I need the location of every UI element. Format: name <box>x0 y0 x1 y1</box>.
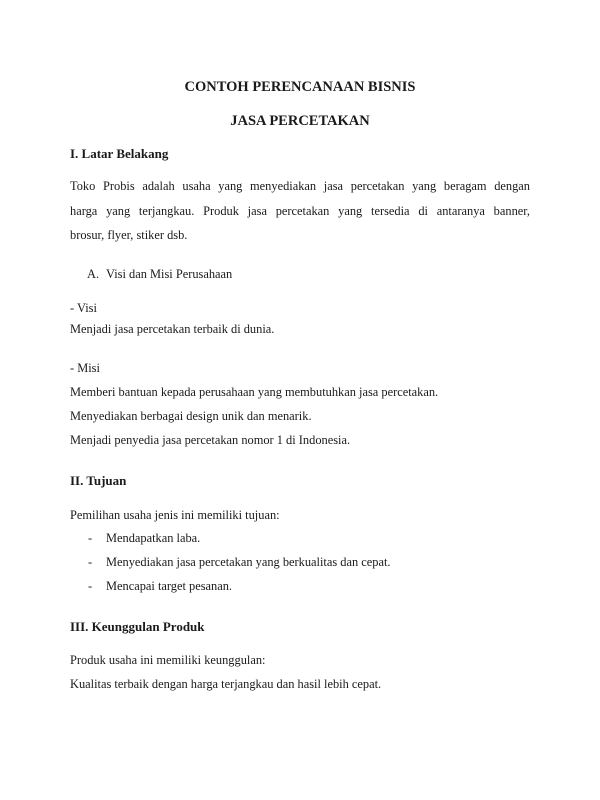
misi-item: Menyediakan berbagai design unik dan menarik. <box>70 409 312 423</box>
visi-text: Menjadi jasa percetakan terbaik di dunia. <box>70 322 275 336</box>
paragraph-line: Toko Probis adalah usaha yang menyediakan jasa percetakan yang beragam dengan <box>70 179 530 193</box>
subsection-title: Visi dan Misi Perusahaan <box>106 267 233 281</box>
list-bullet: - <box>88 555 93 569</box>
section-heading-latar-belakang: I. Latar Belakang <box>70 146 169 161</box>
list-item: Menyediakan jasa percetakan yang berkualitas dan cepat. <box>106 555 391 569</box>
keunggulan-line: Produk usaha ini memiliki keunggulan: <box>70 653 266 667</box>
document-title: CONTOH PERENCANAAN BISNIS <box>184 79 416 95</box>
document-subtitle: JASA PERCETAKAN <box>230 113 370 129</box>
paragraph-line: harga yang terjangkau. Produk jasa percetakan yang tersedia di antaranya banner, <box>70 204 530 218</box>
section-heading-tujuan: II. Tujuan <box>70 473 127 488</box>
list-bullet: - <box>88 579 93 593</box>
paragraph-line: brosur, flyer, stiker dsb. <box>70 228 188 242</box>
keunggulan-line: Kualitas terbaik dengan harga terjangkau dan hasil lebih cepat. <box>70 677 382 691</box>
section-heading-keunggulan: III. Keunggulan Produk <box>70 619 205 634</box>
subsection-marker: A. <box>87 267 100 281</box>
misi-item: Menjadi penyedia jasa percetakan nomor 1 di Indonesia. <box>70 433 351 447</box>
tujuan-intro: Pemilihan usaha jenis ini memiliki tujuan: <box>70 508 280 522</box>
list-item: Mencapai target pesanan. <box>106 579 233 593</box>
list-item: Mendapatkan laba. <box>106 531 201 545</box>
list-bullet: - <box>88 531 93 545</box>
misi-item: Memberi bantuan kepada perusahaan yang membutuhkan jasa percetakan. <box>70 385 439 399</box>
misi-label: - Misi <box>70 361 100 375</box>
visi-label: - Visi <box>70 301 97 315</box>
